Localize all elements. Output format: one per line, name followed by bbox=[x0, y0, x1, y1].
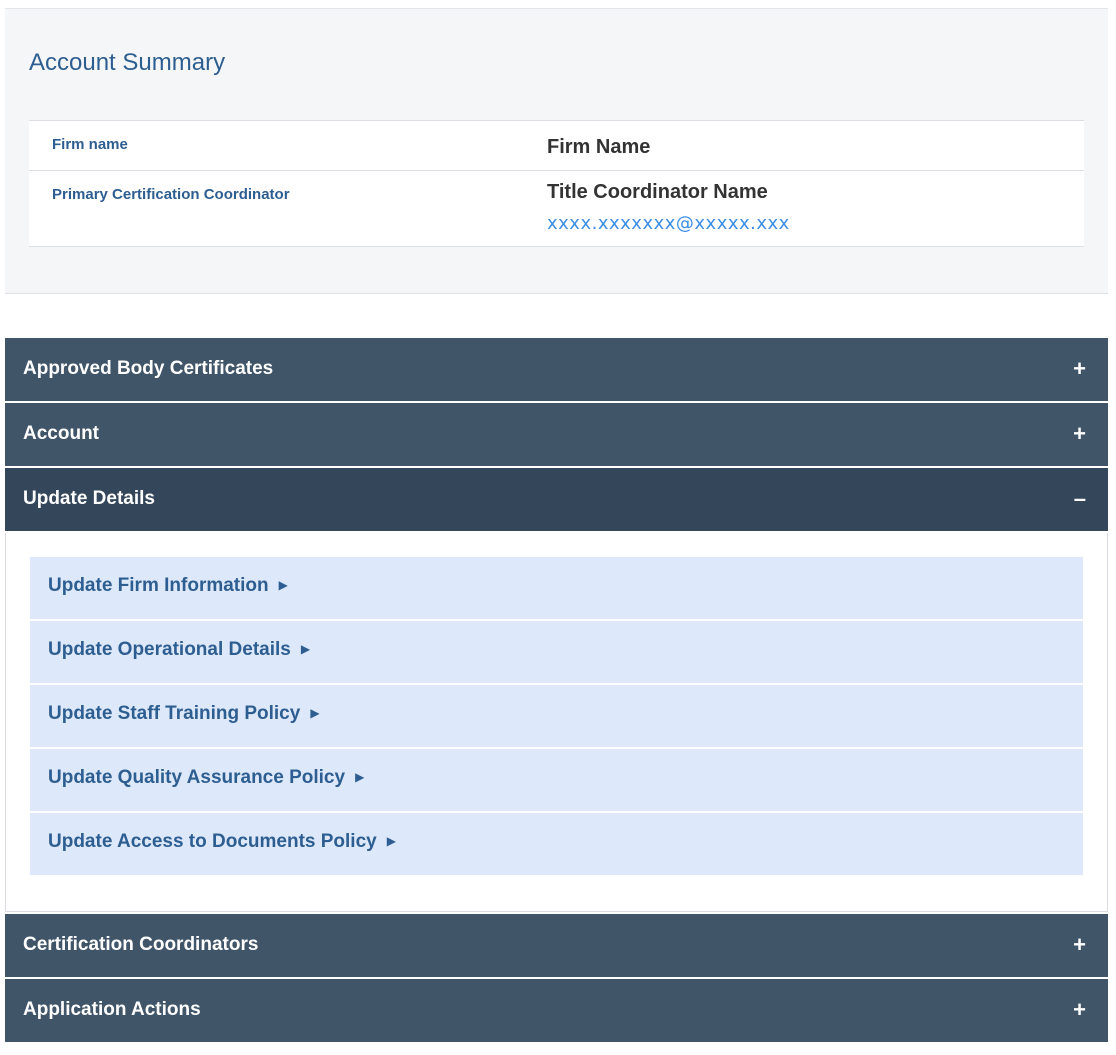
firm-name-value: Firm Name bbox=[547, 136, 651, 158]
update-details-panel bbox=[5, 533, 1108, 912]
account-summary-title: Account Summary bbox=[29, 49, 226, 76]
accordion-title: Update Details bbox=[23, 488, 155, 509]
arrow-right-icon: ▶ bbox=[278, 578, 288, 592]
update-access-to-documents-policy-link[interactable] bbox=[30, 813, 1083, 875]
accordion-header-update-details[interactable] bbox=[5, 468, 1108, 533]
accordion-header-application-actions[interactable] bbox=[5, 979, 1108, 1044]
accordion-header-approved-body-certificates[interactable] bbox=[5, 338, 1108, 403]
accordion-title: Account bbox=[23, 423, 99, 444]
primary-coordinator-email-link[interactable]: xxxx.xxxxxxx@xxxxx.xxx bbox=[547, 213, 790, 234]
accordion-title: Application Actions bbox=[23, 999, 201, 1020]
expand-icon: + bbox=[1073, 997, 1086, 1022]
accordion-title: Certification Coordinators bbox=[23, 934, 259, 955]
expand-icon: + bbox=[1073, 421, 1086, 446]
primary-coordinator-name: Title Coordinator Name bbox=[547, 181, 768, 203]
account-accordion bbox=[5, 338, 1108, 1044]
update-firm-information-link[interactable] bbox=[30, 557, 1083, 619]
primary-coordinator-row bbox=[29, 171, 1084, 247]
arrow-right-icon: ▶ bbox=[300, 642, 311, 656]
collapse-icon: – bbox=[1073, 486, 1086, 511]
primary-coordinator-label: Primary Certification Coordinator bbox=[52, 186, 290, 203]
update-staff-training-policy-link[interactable] bbox=[30, 685, 1083, 747]
firm-name-row bbox=[29, 121, 1084, 171]
link-label: Update Access to Documents Policy bbox=[48, 831, 377, 852]
update-operational-details-link[interactable] bbox=[30, 621, 1083, 683]
expand-icon: + bbox=[1073, 932, 1086, 957]
arrow-right-icon: ▶ bbox=[386, 834, 396, 848]
link-label: Update Firm Information bbox=[48, 575, 269, 596]
link-label: Update Operational Details bbox=[48, 639, 291, 660]
firm-name-label: Firm name bbox=[52, 136, 128, 153]
expand-icon: + bbox=[1073, 356, 1086, 381]
accordion-title: Approved Body Certificates bbox=[23, 358, 274, 379]
arrow-right-icon: ▶ bbox=[310, 706, 320, 720]
accordion-header-certification-coordinators[interactable] bbox=[5, 914, 1108, 979]
link-label: Update Staff Training Policy bbox=[48, 703, 301, 724]
arrow-right-icon: ▶ bbox=[355, 770, 365, 784]
account-summary-panel bbox=[5, 8, 1108, 294]
update-quality-assurance-policy-link[interactable] bbox=[30, 749, 1083, 811]
link-label: Update Quality Assurance Policy bbox=[48, 767, 346, 788]
accordion-header-account[interactable] bbox=[5, 403, 1108, 468]
account-summary-table bbox=[29, 120, 1084, 247]
